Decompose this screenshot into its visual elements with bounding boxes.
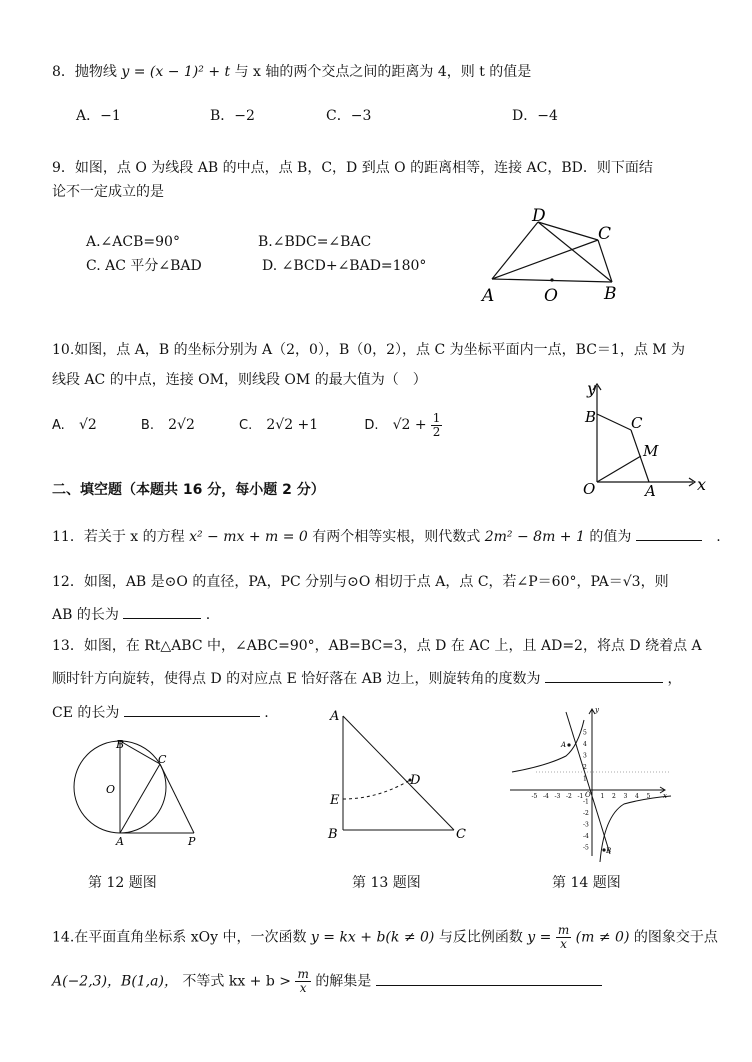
q14-y-tick-label: -5 <box>583 844 589 852</box>
q13-caption: 第 13 题图 <box>352 875 421 891</box>
section-title: 二、填空题（本题共 16 分，每小题 2 分） <box>52 482 325 498</box>
q14-figure <box>506 704 676 864</box>
q13-label-b: B <box>328 827 338 842</box>
q14-x-tick-label: 4 <box>635 793 639 800</box>
q12-label-a: A <box>116 835 124 848</box>
q8-option-c: C．−3 <box>326 108 372 124</box>
q14-x-tick-label: -2 <box>566 793 572 800</box>
q11-stem: 11．若关于 x 的方程 x² − mx + m = 0 有两个相等实根，则代数式 2m² − 8m + 1 的值为 . <box>52 526 721 547</box>
q12-label-o: O <box>106 783 116 796</box>
q10-label-c: C <box>631 414 643 432</box>
q10-label-a: A <box>645 482 656 500</box>
q9-label-o: O <box>544 286 558 306</box>
q14-y-tick-label: 3 <box>583 752 587 760</box>
q10-figure <box>575 378 715 503</box>
q12-line2: AB 的长为 . <box>52 604 210 625</box>
q14-label-o: O <box>585 791 591 799</box>
q14-label-b: B <box>606 847 612 855</box>
q9-option-c: C. AC 平分∠BAD <box>86 258 202 274</box>
q14-y-tick-label: -2 <box>583 810 589 817</box>
q14-y-tick-label: -3 <box>583 821 589 829</box>
q13-label-a: A <box>330 709 340 724</box>
q14-y-tick-label: 2 <box>583 764 587 771</box>
q14-answer-blank[interactable] <box>376 971 602 986</box>
q10-optd-fraction: $\frac{1}{2}$ <box>432 411 441 439</box>
q14-label-y: y <box>595 706 599 714</box>
q14-x-tick-label: -4 <box>543 793 549 800</box>
q14-label-x: x <box>663 792 667 800</box>
q14-line2: A(−2,3)，B(1,a)， 不等式 kx + b > $\frac{m}{x}$ 的解集是 <box>52 968 602 995</box>
q14-x-tick-label: 2 <box>612 793 616 800</box>
q14-x-tick-label: -3 <box>554 793 561 800</box>
q10-label-b: B <box>585 408 597 426</box>
q10-label-o: O <box>583 480 596 498</box>
q12-label-b: B <box>116 738 125 751</box>
q14-y-tick-label: -1 <box>583 798 589 806</box>
q12-caption: 第 12 题图 <box>88 875 157 891</box>
q9-figure <box>480 205 630 305</box>
q12-figure <box>72 735 212 855</box>
q14-y-tick-label: 1 <box>583 775 587 783</box>
q13-line1: 13．如图，在 Rt△ABC 中，∠ABC=90°，AB=BC=3，点 D 在 AC 上，且 AD=2，将点 D 绕着点 A <box>52 638 702 654</box>
q10-label-x: x <box>697 475 707 494</box>
q11-answer-blank[interactable] <box>636 526 702 541</box>
q12-line1: 12．如图，AB 是⊙O 的直径，PA，PC 分别与⊙O 相切于点 A，点 C，若∠P＝60°，PA＝√3，则 <box>52 574 669 590</box>
q10-label-y: y <box>587 379 597 398</box>
q13-label-c: C <box>456 827 466 842</box>
q13-angle-blank[interactable] <box>545 668 663 683</box>
q10-line2: 线段 AC 的中点，连接 OM，则线段 OM 的最大值为（ ） <box>52 372 427 388</box>
q14-y-tick-label: 5 <box>583 729 587 737</box>
q13-label-e: E <box>330 793 340 808</box>
q10-label-m: M <box>643 442 659 460</box>
q10-options: A. √2 B. 2√2 C. 2√2 +1 D. √2 + $\frac{1}{2}$ <box>52 411 441 439</box>
q12-label-p: P <box>188 835 196 848</box>
q13-line2: 顺时针方向旋转，使得点 D 的对应点 E 恰好落在 AB 边上，则旋转角的度数为 ， <box>52 668 681 689</box>
q8-option-b: B．−2 <box>210 108 255 124</box>
q9-line2: 论不一定成立的是 <box>52 184 164 200</box>
q14-x-tick-label: 5 <box>646 793 651 800</box>
q9-label-d: D <box>532 206 546 226</box>
q8-formula: y = (x − 1)² + t <box>121 64 231 80</box>
q14-fraction-2: $\frac{m}{x}$ <box>297 967 309 995</box>
q14-caption: 第 14 题图 <box>552 875 621 891</box>
q14-x-tick-label: 1 <box>600 793 605 800</box>
q8-option-d: D．−4 <box>512 108 558 124</box>
q13-figure <box>326 704 476 844</box>
q14-label-a: A <box>561 741 567 749</box>
q14-line1: 14.在平面直角坐标系 xOy 中，一次函数 y = kx + b(k ≠ 0) 与反比例函数 y = $\frac{m}{x}$ (m ≠ 0) 的图象交于点 <box>52 923 718 951</box>
q12-label-c: C <box>158 753 167 766</box>
q14-x-tick-label: -1 <box>577 793 584 800</box>
q12-answer-blank[interactable] <box>123 604 201 619</box>
q14-y-tick-label: 4 <box>583 741 587 748</box>
q8-stem: 8．抛物线 y = (x − 1)² + t 与 x 轴的两个交点之间的距离为 4，则 t 的值是 <box>52 64 532 80</box>
q14-fraction-1: $\frac{m}{x}$ <box>557 923 570 951</box>
q14-x-tick-label: 3 <box>623 793 628 800</box>
q9-option-d: D. ∠BCD+∠BAD=180° <box>262 258 427 274</box>
q13-label-d: D <box>410 773 421 788</box>
q10-line1: 10.如图，点 A，B 的坐标分别为 A（2，0），B（0，2），点 C 为坐标平面内一点，BC＝1，点 M 为 <box>52 342 686 358</box>
q9-option-b: B.∠BDC=∠BAC <box>258 234 372 250</box>
q9-option-a: A.∠ACB=90° <box>86 234 180 250</box>
q9-line1: 9．如图，点 O 为线段 AB 的中点，点 B，C，D 到点 O 的距离相等，连接 AC，BD．则下面结 <box>52 160 653 176</box>
q9-label-b: B <box>604 284 617 304</box>
q9-label-c: C <box>598 224 612 244</box>
q8-option-a: A．−1 <box>76 108 121 124</box>
q14-x-tick-label: -5 <box>531 793 538 800</box>
q9-label-a: A <box>482 286 495 306</box>
q13-ce-blank[interactable] <box>124 702 260 717</box>
q13-line3: CE 的长为 . <box>52 702 269 723</box>
q14-y-tick-label: -4 <box>583 833 589 840</box>
